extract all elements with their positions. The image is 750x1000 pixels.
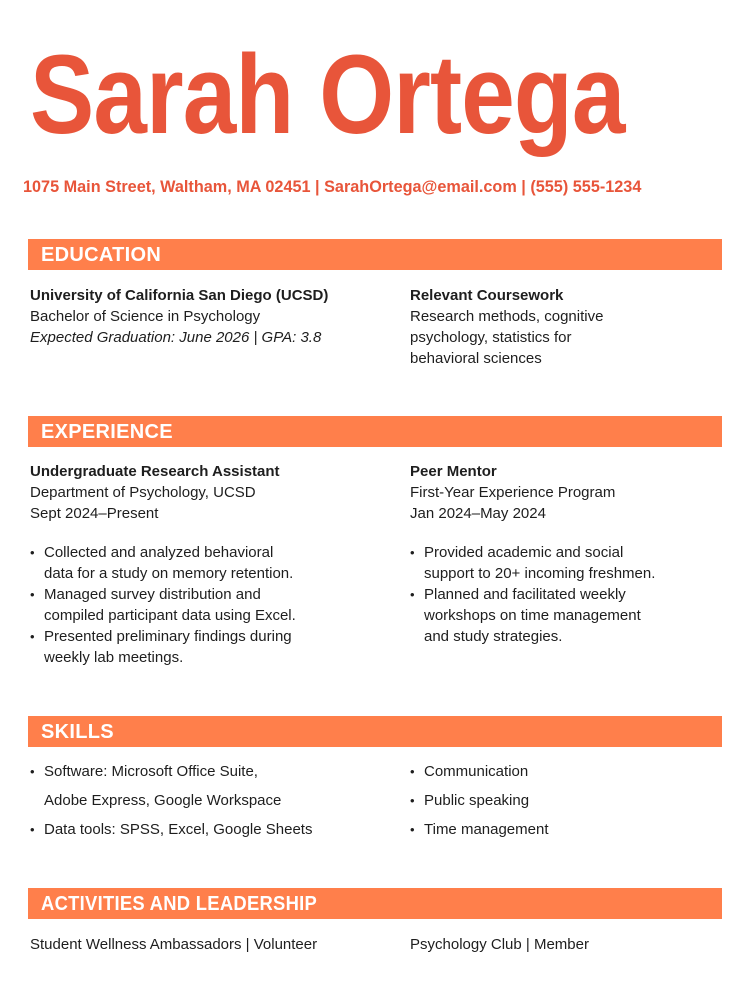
job-org: Department of Psychology, UCSD	[30, 484, 256, 501]
job-role: Undergraduate Research Assistant	[30, 463, 280, 480]
graduation-gpa: Expected Graduation: June 2026 | GPA: 3.8	[30, 329, 322, 346]
skills-right	[410, 757, 730, 844]
section-title: EXPERIENCE	[41, 421, 173, 443]
section-title: ACTIVITIES AND LEADERSHIP	[41, 893, 318, 915]
section-header-education	[28, 239, 722, 270]
job-research-assistant	[30, 461, 380, 668]
skill-item	[30, 815, 380, 844]
section-title: SKILLS	[41, 721, 114, 743]
job-bullets	[30, 542, 380, 668]
skill-item	[410, 757, 730, 786]
bullet-line: • Planned and facilitated weekly	[424, 586, 626, 603]
skill-line: Adobe Express, Google Workspace	[44, 792, 282, 809]
bullet-item	[30, 584, 380, 626]
coursework-line: Research methods, cognitive	[410, 308, 604, 325]
bullet-line: • Collected and analyzed behavioral	[44, 544, 274, 561]
degree: Bachelor of Science in Psychology	[30, 308, 261, 325]
section-header-experience	[28, 416, 722, 447]
bullet-line: and study strategies.	[424, 628, 563, 645]
job-org: First-Year Experience Program	[410, 484, 616, 501]
bullet-line: • Presented preliminary findings during	[44, 628, 292, 645]
skill-item	[30, 757, 380, 815]
bullet-item	[30, 542, 380, 584]
bullet-line: • Provided academic and social	[424, 544, 624, 561]
job-bullets	[410, 542, 730, 647]
section-header-activities	[28, 888, 722, 919]
skills-list	[30, 757, 380, 844]
skills-list	[410, 757, 730, 844]
skill-line: • Data tools: SPSS, Excel, Google Sheets	[44, 821, 313, 838]
job-role: Peer Mentor	[410, 463, 497, 480]
coursework-line: psychology, statistics for	[410, 329, 572, 346]
skill-line: • Software: Microsoft Office Suite,	[44, 763, 258, 780]
coursework-block	[410, 285, 730, 369]
skill-line: • Public speaking	[424, 792, 530, 809]
contact-info: 1075 Main Street, Waltham, MA 02451 | SarahOrtega@email.com | (555) 555-1234	[23, 177, 642, 196]
activity-text: Psychology Club | Member	[410, 936, 589, 953]
candidate-name: Sarah Ortega	[30, 32, 625, 157]
bullet-line: • Managed survey distribution and	[44, 586, 261, 603]
bullet-item	[410, 542, 730, 584]
section-title: EDUCATION	[41, 244, 162, 266]
job-peer-mentor	[410, 461, 730, 647]
bullet-line: support to 20+ incoming freshmen.	[424, 565, 656, 582]
bullet-line: weekly lab meetings.	[44, 649, 184, 666]
section-header-skills	[28, 716, 722, 747]
activity-item	[410, 934, 730, 955]
bullet-line: workshops on time management	[424, 607, 641, 624]
bullet-item	[30, 626, 380, 668]
coursework-line: behavioral sciences	[410, 350, 542, 367]
education-school-block	[30, 285, 380, 348]
skill-line: • Time management	[424, 821, 549, 838]
job-dates: Sept 2024–Present	[30, 505, 159, 522]
skill-item	[410, 815, 730, 844]
skills-left	[30, 757, 380, 844]
skill-item	[410, 786, 730, 815]
activity-item	[30, 934, 380, 955]
activity-text: Student Wellness Ambassadors | Volunteer	[30, 936, 318, 953]
bullet-item	[410, 584, 730, 647]
bullet-line: compiled participant data using Excel.	[44, 607, 296, 624]
job-dates: Jan 2024–May 2024	[410, 505, 546, 522]
school-name: University of California San Diego (UCSD)	[30, 287, 329, 304]
skill-line: • Communication	[424, 763, 529, 780]
bullet-line: data for a study on memory retention.	[44, 565, 294, 582]
coursework-title: Relevant Coursework	[410, 287, 564, 304]
